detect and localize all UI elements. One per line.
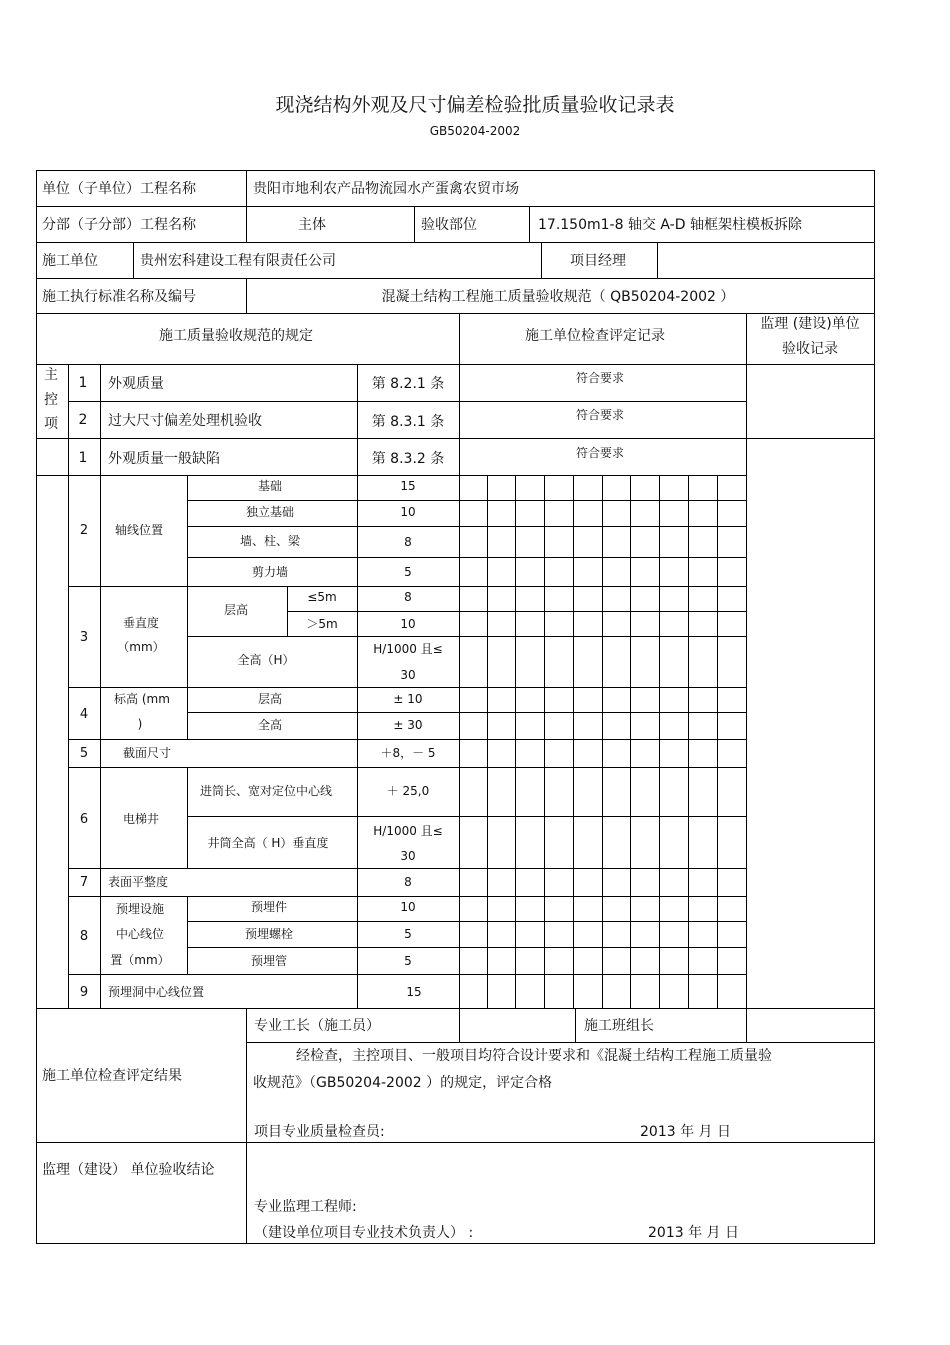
main-item-clause: 第 8.3.1 条 bbox=[371, 414, 445, 430]
tolerance-value: 8 bbox=[404, 875, 412, 889]
foreman-label: 专业工长（施工员） bbox=[254, 1018, 380, 1034]
tolerance-value: 5 bbox=[404, 954, 412, 968]
main-item-group-char3: 项 bbox=[44, 416, 58, 432]
check-column-header: 施工单位检查评定记录 bbox=[525, 328, 665, 344]
main-item-group-char1: 主 bbox=[44, 367, 58, 383]
tolerance-value: 30 bbox=[400, 668, 416, 682]
tolerance-subitem: 墙、柱、梁 bbox=[239, 534, 301, 548]
owner-technical-lead-label: （建设单位项目专业技术负责人） : bbox=[254, 1225, 474, 1241]
unit-name-value: 贵阳市地利农产品物流园水产蛋禽农贸市场 bbox=[253, 181, 519, 197]
tolerance-value: 15 bbox=[400, 479, 416, 493]
tolerance-value: 5 bbox=[404, 565, 412, 579]
result-text-line1: 经检查，主控项目、一般项目均符合设计要求和《混凝土结构工程施工质量验 bbox=[296, 1048, 772, 1064]
tolerance-item-number: 6 bbox=[79, 812, 89, 827]
supervisor-column-header-line1: 监理 (建设)单位 bbox=[760, 316, 860, 332]
team-leader-label: 施工班组长 bbox=[584, 1018, 654, 1034]
builder-label: 施工单位 bbox=[42, 253, 98, 269]
tolerance-condition: ≤5m bbox=[307, 590, 337, 604]
tolerance-item-name: 置（mm） bbox=[110, 953, 170, 967]
main-item-number: 2 bbox=[78, 412, 88, 428]
tolerance-item-number: 9 bbox=[79, 985, 89, 1000]
tolerance-subitem: 基础 bbox=[257, 479, 283, 493]
tolerance-value: 8 bbox=[404, 535, 412, 549]
tolerance-item-number: 8 bbox=[79, 929, 89, 944]
tolerance-value: 15 bbox=[406, 985, 422, 999]
tolerance-item-unit: （mm） bbox=[117, 640, 165, 654]
sub-project-value: 主体 bbox=[298, 217, 326, 233]
main-item-clause: 第 8.2.1 条 bbox=[371, 376, 445, 392]
tolerance-value: ± 30 bbox=[393, 718, 423, 732]
main-item-result: 符合要求 bbox=[575, 371, 625, 385]
tolerance-item-name: 轴线位置 bbox=[114, 523, 164, 537]
quality-inspector-label: 项目专业质量检查员: bbox=[254, 1124, 385, 1140]
tolerance-value: 10 bbox=[400, 505, 416, 519]
tolerance-item-name: 电梯井 bbox=[122, 812, 160, 826]
tolerance-item-number: 4 bbox=[79, 707, 89, 722]
tolerance-item-number: 5 bbox=[79, 746, 89, 761]
tolerance-value: 10 bbox=[400, 617, 416, 631]
main-item-number: 1 bbox=[78, 375, 88, 391]
tolerance-subitem: 进筒长、宽对定位中心线 bbox=[199, 784, 333, 798]
supervisor-column-header-line2: 验收记录 bbox=[782, 341, 838, 357]
tolerance-subitem: 剪力墙 bbox=[251, 565, 289, 579]
tolerance-item-name: 中心线位 bbox=[115, 927, 165, 941]
project-manager-label: 项目经理 bbox=[570, 253, 626, 269]
tolerance-subitem: 全高 bbox=[257, 718, 283, 732]
unit-name-label: 单位（子单位）工程名称 bbox=[42, 181, 196, 197]
inspection-date: 2013 年 月 日 bbox=[640, 1124, 731, 1140]
builder-value: 贵州宏科建设工程有限责任公司 bbox=[140, 253, 336, 269]
spec-column-header: 施工质量验收规范的规定 bbox=[159, 328, 313, 344]
acceptance-part-value: 17.150m1-8 轴交 A-D 轴框架柱模板拆除 bbox=[538, 217, 802, 233]
tolerance-subitem: 预埋管 bbox=[250, 954, 288, 968]
document-title: 现浇结构外观及尺寸偏差检验批质量验收记录表 bbox=[275, 94, 675, 116]
sub-project-label: 分部（子分部）工程名称 bbox=[42, 217, 196, 233]
tolerance-item-name: 表面平整度 bbox=[108, 875, 169, 889]
tolerance-item-number: 2 bbox=[79, 523, 89, 538]
tolerance-subitem: 全高（H） bbox=[237, 653, 295, 667]
tolerance-item-name: 预埋设施 bbox=[115, 902, 165, 916]
tolerance-subitem: 层高 bbox=[257, 692, 283, 706]
tolerance-subitem: 独立基础 bbox=[245, 505, 295, 519]
standard-label: 施工执行标准名称及编号 bbox=[42, 289, 196, 305]
tolerance-item-name: 标高 (mm bbox=[114, 692, 170, 706]
supervisor-date: 2013 年 月 日 bbox=[648, 1225, 739, 1241]
main-item-name: 过大尺寸偏差处理机验收 bbox=[108, 413, 262, 429]
tolerance-item-name: 垂直度 bbox=[122, 616, 160, 630]
general-item-number: 1 bbox=[78, 450, 88, 466]
tolerance-item-name: 预埋洞中心线位置 bbox=[108, 985, 205, 999]
main-item-name: 外观质量 bbox=[108, 376, 164, 392]
tolerance-item-number: 3 bbox=[79, 630, 89, 645]
tolerance-value: H/1000 且≤ bbox=[373, 642, 443, 656]
tolerance-value: 8 bbox=[404, 590, 412, 604]
result-label: 施工单位检查评定结果 bbox=[42, 1068, 182, 1084]
general-item-name: 外观质量一般缺陷 bbox=[108, 451, 220, 467]
tolerance-subitem: 预埋螺栓 bbox=[244, 927, 294, 941]
supervisor-engineer-label: 专业监理工程师: bbox=[254, 1199, 357, 1215]
tolerance-value: 10 bbox=[400, 900, 416, 914]
general-item-clause: 第 8.3.2 条 bbox=[371, 451, 445, 467]
tolerance-subitem: 井筒全高（ H）垂直度 bbox=[207, 836, 329, 850]
tolerance-value: 5 bbox=[404, 927, 412, 941]
tolerance-item-name: ) bbox=[137, 717, 143, 731]
result-text-line2: 收规范》（GB50204-2002 ）的规定，评定合格 bbox=[253, 1075, 553, 1091]
tolerance-condition: ＞5m bbox=[306, 617, 338, 631]
acceptance-part-label: 验收部位 bbox=[421, 217, 477, 233]
standard-code: GB50204-2002 bbox=[429, 124, 521, 138]
tolerance-item-name: 截面尺寸 bbox=[123, 746, 172, 760]
tolerance-value: 30 bbox=[400, 849, 416, 863]
tolerance-value: ＋ 25,0 bbox=[386, 784, 430, 798]
tolerance-value: ± 10 bbox=[393, 692, 423, 706]
tolerance-subitem: 预埋件 bbox=[250, 900, 288, 914]
tolerance-subitem: 层高 bbox=[223, 603, 249, 617]
general-item-result: 符合要求 bbox=[575, 446, 625, 460]
supervisor-conclusion-label: 监理（建设） 单位验收结论 bbox=[42, 1162, 215, 1178]
main-item-group-char2: 控 bbox=[44, 392, 58, 408]
tolerance-item-number: 7 bbox=[79, 875, 89, 890]
tolerance-value: ＋8，－ 5 bbox=[380, 746, 436, 760]
standard-value: 混凝土结构工程施工质量验收规范（ QB50204-2002 ） bbox=[381, 289, 735, 305]
tolerance-value: H/1000 且≤ bbox=[373, 824, 443, 838]
main-item-result: 符合要求 bbox=[575, 408, 625, 422]
